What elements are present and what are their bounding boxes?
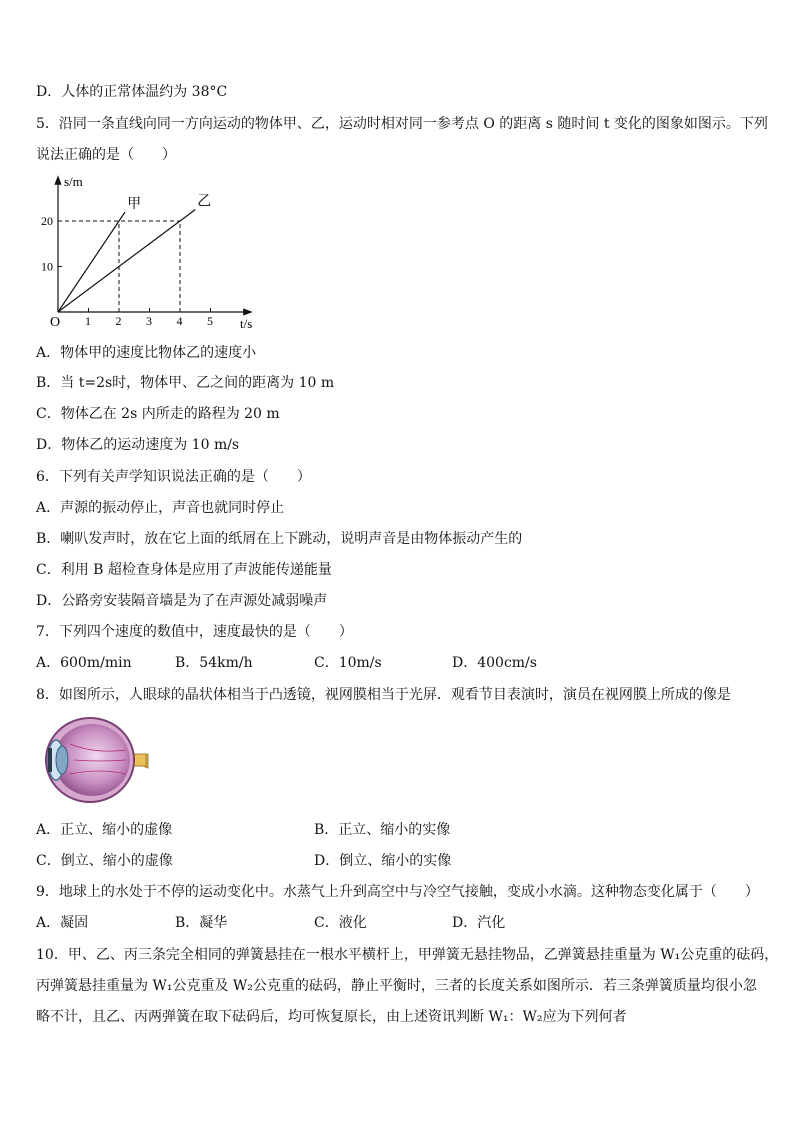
q7-option-d: D．400cm/s [452,655,537,671]
q10-line1: 10．甲、乙、丙三条完全相同的弹簧悬挂在一根水平横杆上，甲弹簧无悬挂物品，乙弹簧悬挂重量为 W₁公克重的砝码， [36,947,779,963]
q5-stem-line1: 5．沿同一条直线向同一方向运动的物体甲、乙，运动时相对同一参考点 O 的距离 s 随时间 t 变化的图象如图示。下列 [36,116,768,132]
x-tick-label: 2 [115,314,122,328]
y-axis-label: s/m [64,174,83,189]
x-tick-label: 5 [207,314,213,328]
q5-option-a: A．物体甲的速度比物体乙的速度小 [36,345,257,361]
x-axis-label: t/s [240,316,253,331]
q8-option-a: A．正立、缩小的虚像 [36,822,173,838]
q9-option-b: B．凝华 [175,915,228,931]
q7-option-a: A．600m/min [36,655,132,671]
q5-stem-line2: 说法正确的是（ ） [36,147,176,163]
q8-option-c: C．倒立、缩小的虚像 [36,853,173,869]
origin-label: O [50,315,61,330]
y-tick-label: 10 [41,259,53,274]
series-label-1: 甲 [127,196,142,212]
q6-option-a: A．声源的振动停止，声音也就同时停止 [36,500,285,516]
q5-option-c: C．物体乙在 2s 内所走的路程为 20 m [36,406,280,422]
q6-option-c: C．利用 B 超检查身体是应用了声波能传递能量 [36,562,332,578]
q8-option-b: B．正立、缩小的实像 [314,822,451,838]
x-tick-label: 3 [146,314,152,328]
q5-option-b: B．当 t=2s时，物体甲、乙之间的距离为 10 m [36,375,335,391]
q9-option-c: C．液化 [314,915,367,931]
q8-option-d: D．倒立、缩小的实像 [314,853,452,869]
q6-option-d: D．公路旁安装隔音墙是为了在声源处减弱噪声 [36,593,328,609]
series-line-2 [58,210,195,312]
eye-diagram-image [40,714,152,806]
series-line-1 [58,212,125,312]
q9-option-d: D．汽化 [452,915,506,931]
q4-option-d: D．人体的正常体温约为 38°C [36,84,228,100]
q10-line2: 丙弹簧悬挂重量为 W₁公克重及 W₂公克重的砝码，静止平衡时，三者的长度关系如图所示．若三条弹簧质量均很小忽 [36,978,757,994]
q5-chart [36,172,276,334]
q7-option-b: B．54km/h [175,655,253,671]
q8-stem: 8．如图所示，人眼球的晶状体相当于凸透镜，视网膜相当于光屏．观看节目表演时，演员在视网膜上所成的像是 [36,687,731,703]
q7-stem: 7．下列四个速度的数值中，速度最快的是（ ） [36,624,353,640]
y-tick-label: 20 [41,214,53,228]
q6-stem: 6．下列有关声学知识说法正确的是（ ） [36,469,311,485]
q10-line3: 略不计，且乙、丙两弹簧在取下砝码后，均可恢复原长，由上述资讯判断 W₁：W₂应为下列何者 [36,1009,627,1025]
q7-option-c: C．10m/s [314,655,382,671]
x-tick-label: 1 [85,314,91,328]
x-tick-label: 4 [176,314,183,328]
q9-stem: 9．地球上的水处于不停的运动变化中。水蒸气上升到高空中与冷空气接触，变成小水滴。这种物态变化属于（ ） [36,884,759,900]
series-label-2: 乙 [197,194,212,210]
q9-option-a: A．凝固 [36,915,89,931]
q6-option-b: B．喇叭发声时，放在它上面的纸屑在上下跳动，说明声音是由物体振动产生的 [36,531,523,547]
q5-option-d: D．物体乙的运动速度为 10 m/s [36,437,240,453]
